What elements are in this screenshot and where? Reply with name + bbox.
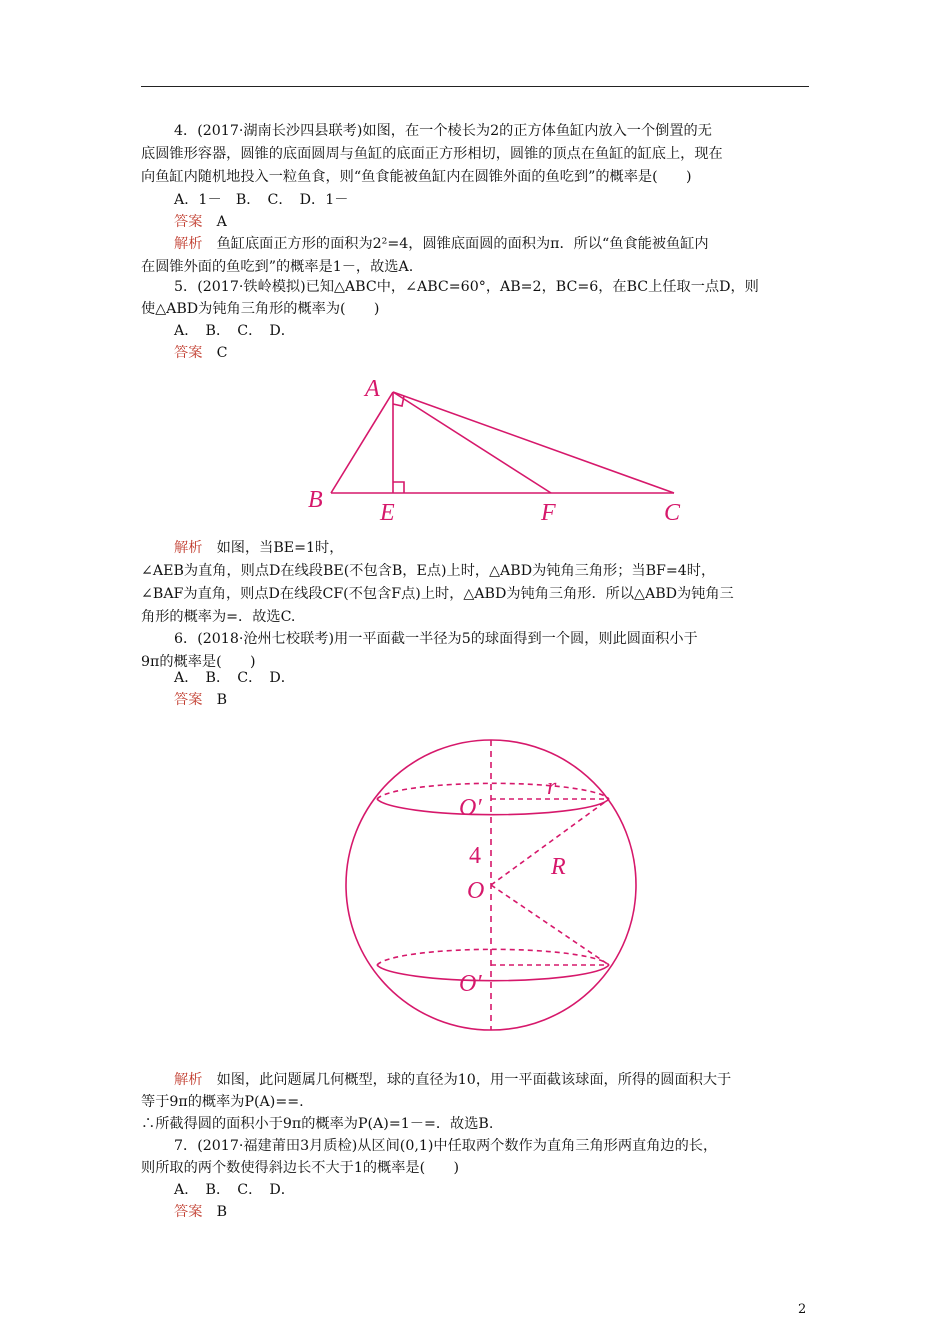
triangle-figure <box>298 362 708 532</box>
q7-line-1: 7．(2017·福建莆田3月质检)从区间(0,1)中任取两个数作为直角三角形两直角边的长， <box>174 1138 718 1154</box>
label-R: R <box>551 854 566 880</box>
label-F: F <box>541 500 556 526</box>
answer-value: B <box>216 692 228 708</box>
q7-answer <box>174 1201 227 1223</box>
q5-explain-4: 角形的概率为=．故选C. <box>141 609 296 625</box>
q5-explain-1 <box>174 537 343 559</box>
q4-answer <box>174 211 227 233</box>
label-Oprime-top: O′ <box>459 795 482 821</box>
answer-value: A <box>216 214 227 230</box>
label-O: O <box>467 878 485 904</box>
q5-options: A． B． C． D． <box>174 323 295 339</box>
sphere-figure <box>345 720 645 1060</box>
answer-value: C <box>216 345 228 361</box>
answer-value: B <box>216 1204 228 1220</box>
q6-answer <box>174 689 227 711</box>
answer-label: 答案 <box>174 214 203 230</box>
label-C: C <box>664 500 681 526</box>
explain-label: 解析 <box>174 540 203 556</box>
q6-line-1: 6．(2018·沧州七校联考)用一平面截一半径为5的球面得到一个圆，则此圆面积小于 <box>174 631 698 647</box>
q5-line-1: 5．(2017·铁岭模拟)已知△ABC中，∠ABC=60°，AB=2，BC=6，在BC上任取一点D，则 <box>174 279 759 295</box>
q6-options: A． B． C． D． <box>174 670 295 686</box>
label-Oprime-bottom: O′ <box>459 971 482 997</box>
explain-text: 如图，当BE=1时， <box>216 540 344 556</box>
q4-explain-2: 在圆锥外面的鱼吃到”的概率是1－，故选A. <box>141 259 414 275</box>
explain-label: 解析 <box>174 1072 203 1088</box>
q4-options: A．1－ B． C． D．1－ <box>174 192 349 208</box>
q5-explain-3: ∠BAF为直角，则点D在线段CF(不包含F点)上时，△ABD为钝角三角形．所以△ABD为钝角三 <box>141 586 734 602</box>
q5-explain-2: ∠AEB为直角，则点D在线段BE(不包含B，E点)上时，△ABD为钝角三角形；当BF=4时， <box>141 563 716 579</box>
label-A: A <box>365 376 380 402</box>
q6-line-2: 9π的概率是( ) <box>141 654 256 670</box>
label-r: r <box>547 774 557 800</box>
q5-line-2: 使△ABD为钝角三角形的概率为( ) <box>141 301 380 317</box>
explain-label: 解析 <box>174 236 203 252</box>
label-E: E <box>380 500 395 526</box>
header-rule <box>141 86 809 87</box>
q4-line-2: 底圆锥形容器，圆锥的底面圆周与鱼缸的底面正方形相切，圆锥的顶点在鱼缸的缸底上，现在 <box>141 146 723 162</box>
answer-label: 答案 <box>174 692 203 708</box>
q5-answer <box>174 342 227 364</box>
q6-explain-1 <box>174 1069 731 1091</box>
q4-line-1: 4．(2017·湖南长沙四县联考)如图，在一个棱长为2的正方体鱼缸内放入一个倒置的无 <box>174 123 712 139</box>
q6-explain-3: ∴所截得圆的面积小于9π的概率为P(A)=1－=．故选B. <box>141 1116 494 1132</box>
label-B: B <box>308 487 323 513</box>
explain-text: 鱼缸底面正方形的面积为2²=4，圆锥底面圆的面积为π．所以“鱼食能被鱼缸内 <box>216 236 709 252</box>
q6-explain-2: 等于9π的概率为P(A)==. <box>141 1094 304 1110</box>
explain-text: 如图，此问题属几何概型，球的直径为10，用一平面截该球面，所得的圆面积大于 <box>216 1072 732 1088</box>
q7-options: A． B． C． D． <box>174 1182 295 1198</box>
q7-line-2: 则所取的两个数使得斜边长不大于1的概率是( ) <box>141 1160 460 1176</box>
answer-label: 答案 <box>174 345 203 361</box>
label-4: 4 <box>469 843 481 869</box>
q4-line-3: 向鱼缸内随机地投入一粒鱼食，则“鱼食能被鱼缸内在圆锥外面的鱼吃到”的概率是( ) <box>141 169 692 185</box>
page-number: 2 <box>798 1302 807 1317</box>
answer-label: 答案 <box>174 1204 203 1220</box>
q4-explain-1 <box>174 233 709 255</box>
